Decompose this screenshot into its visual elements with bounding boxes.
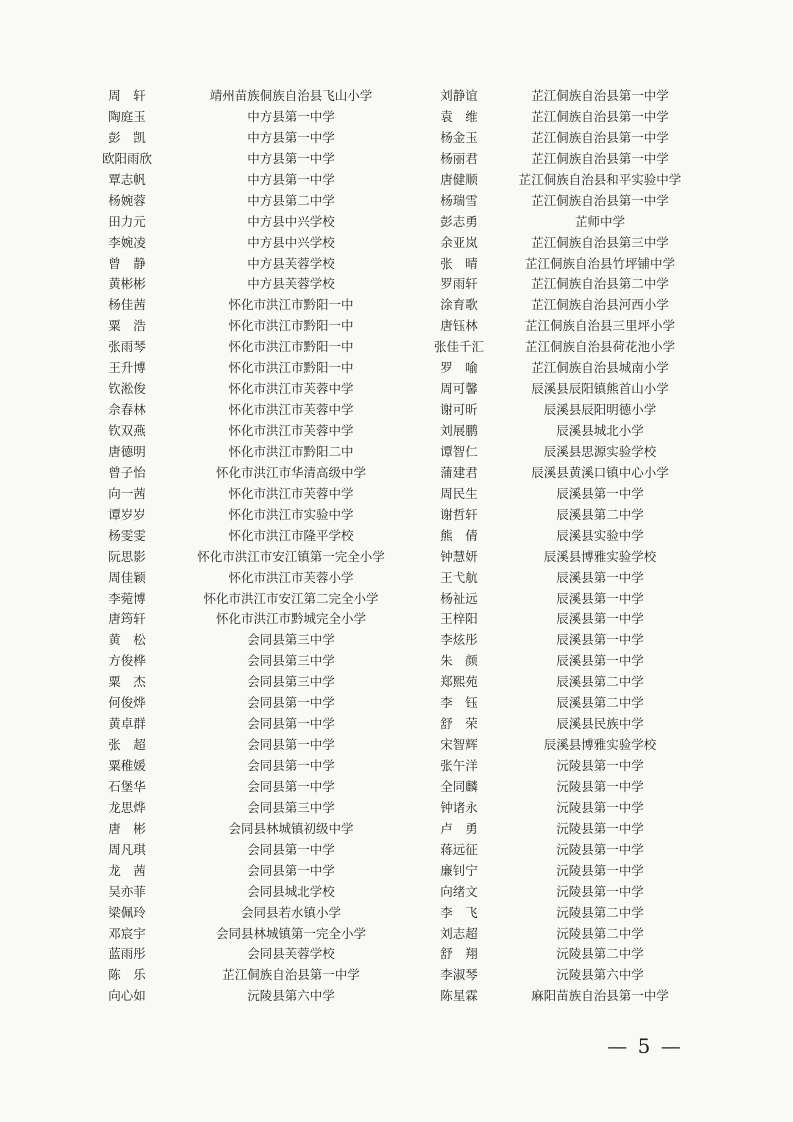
school-right: 芷江侗族自治县第三中学 bbox=[531, 234, 669, 250]
school-right: 芷师中学 bbox=[574, 213, 625, 229]
school-right: 辰溪县第一中学 bbox=[556, 611, 644, 627]
student-name-right: 谢哲轩 bbox=[440, 506, 478, 522]
list-row bbox=[0, 484, 793, 505]
student-name-left: 吴亦菲 bbox=[108, 883, 146, 899]
list-row bbox=[0, 358, 793, 379]
school-left: 中方县第一中学 bbox=[247, 108, 335, 124]
student-name-right: 全同麟 bbox=[440, 778, 478, 794]
list-row bbox=[0, 274, 793, 295]
school-right: 芷江侗族自治县三里坪小学 bbox=[524, 318, 675, 334]
student-name-left: 杨婉蓉 bbox=[108, 192, 146, 208]
student-name-left: 黄卓群 bbox=[108, 716, 146, 732]
school-right: 沅陵县第一中学 bbox=[556, 820, 644, 836]
student-name-left: 陶庭玉 bbox=[108, 108, 146, 124]
student-name-right: 唐钰林 bbox=[440, 318, 478, 334]
student-name-right: 钟诸永 bbox=[440, 799, 478, 815]
list-row bbox=[0, 526, 793, 547]
school-left: 会同县第三中学 bbox=[247, 799, 335, 815]
student-name-right: 宋智辉 bbox=[440, 737, 478, 753]
student-name-left: 陈 乐 bbox=[108, 967, 146, 983]
student-name-left: 唐筠轩 bbox=[108, 611, 146, 627]
student-name-left: 彭 凯 bbox=[108, 129, 146, 145]
school-left: 会同县第一中学 bbox=[247, 778, 335, 794]
school-left: 怀化市洪江市华清高级中学 bbox=[215, 464, 366, 480]
school-left: 怀化市洪江市安江第二完全小学 bbox=[203, 590, 379, 606]
school-right: 辰溪县辰阳镇熊首山小学 bbox=[531, 381, 669, 397]
school-right: 辰溪县第二中学 bbox=[556, 506, 644, 522]
school-left: 会同县城北学校 bbox=[247, 883, 335, 899]
list-row bbox=[0, 170, 793, 191]
school-right: 辰溪县民族中学 bbox=[556, 716, 644, 732]
school-left: 中方县第一中学 bbox=[247, 129, 335, 145]
student-name-right: 廉钊宁 bbox=[440, 862, 478, 878]
list-row bbox=[0, 254, 793, 275]
list-row bbox=[0, 798, 793, 819]
school-left: 怀化市洪江市实验中学 bbox=[228, 506, 354, 522]
list-row bbox=[0, 840, 793, 861]
student-name-left: 向一茜 bbox=[108, 485, 146, 501]
school-right: 沅陵县第一中学 bbox=[556, 799, 644, 815]
student-name-left: 方俊桦 bbox=[108, 653, 146, 669]
school-right: 沅陵县第六中学 bbox=[556, 967, 644, 983]
list-row bbox=[0, 421, 793, 442]
list-row bbox=[0, 337, 793, 358]
student-name-left: 钦淞俊 bbox=[108, 381, 146, 397]
student-name-right: 郑熙苑 bbox=[440, 674, 478, 690]
student-name-right: 张午洋 bbox=[440, 758, 478, 773]
school-left: 芷江侗族自治县第一中学 bbox=[222, 967, 360, 983]
school-left: 中方县中兴学校 bbox=[247, 234, 335, 250]
list-row bbox=[0, 400, 793, 421]
list-row bbox=[0, 128, 793, 149]
student-name-left: 杨雯雯 bbox=[108, 527, 146, 543]
list-row bbox=[0, 819, 793, 840]
list-row bbox=[0, 547, 793, 568]
list-row bbox=[0, 212, 793, 233]
student-name-right: 刘静谊 bbox=[440, 88, 478, 103]
list-row bbox=[0, 924, 793, 945]
school-right: 芷江侗族自治县第一中学 bbox=[531, 150, 669, 166]
student-name-left: 张雨琴 bbox=[108, 339, 146, 355]
list-row bbox=[0, 568, 793, 589]
student-name-right: 舒 翔 bbox=[440, 946, 478, 962]
student-name-left: 李菀博 bbox=[108, 590, 146, 606]
school-right: 沅陵县第一中学 bbox=[556, 862, 644, 878]
student-name-right: 周可馨 bbox=[440, 381, 478, 397]
student-name-right: 袁 维 bbox=[440, 108, 478, 124]
school-right: 沅陵县第一中学 bbox=[556, 758, 644, 773]
student-name-left: 张 超 bbox=[108, 737, 146, 753]
student-name-left: 龙思烨 bbox=[108, 799, 146, 815]
student-name-right: 李淑琴 bbox=[440, 967, 478, 983]
school-left: 会同县第一中学 bbox=[247, 841, 335, 857]
student-name-right: 张 晴 bbox=[440, 255, 478, 271]
list-row bbox=[0, 316, 793, 337]
school-left: 怀化市洪江市黔阳一中 bbox=[228, 360, 354, 376]
student-name-right: 罗雨轩 bbox=[440, 276, 478, 292]
list-row bbox=[0, 589, 793, 610]
list-row bbox=[0, 735, 793, 756]
list-row bbox=[0, 882, 793, 903]
school-left: 会同县第一中学 bbox=[247, 758, 335, 773]
school-left: 会同县第三中学 bbox=[247, 632, 335, 648]
school-right: 芷江侗族自治县和平实验中学 bbox=[518, 171, 682, 187]
student-name-left: 周凡琪 bbox=[108, 841, 146, 857]
student-name-left: 粟稚媛 bbox=[108, 758, 146, 773]
student-name-right: 蒲建君 bbox=[440, 464, 478, 480]
list-row bbox=[0, 86, 793, 107]
student-name-left: 阮思影 bbox=[108, 548, 146, 564]
school-right: 芷江侗族自治县第二中学 bbox=[531, 276, 669, 292]
student-name-left: 唐 彬 bbox=[108, 820, 146, 836]
student-name-left: 石堡华 bbox=[108, 778, 146, 794]
school-left: 中方县中兴学校 bbox=[247, 213, 335, 229]
student-name-left: 向心如 bbox=[108, 988, 146, 1004]
award-list bbox=[0, 86, 793, 1007]
student-name-right: 彭志勇 bbox=[440, 213, 478, 229]
school-right: 沅陵县第一中学 bbox=[556, 841, 644, 857]
school-right: 辰溪县实验中学 bbox=[556, 527, 644, 543]
school-right: 麻阳苗族自治县第一中学 bbox=[531, 988, 669, 1004]
school-right: 辰溪县第一中学 bbox=[556, 590, 644, 606]
school-right: 辰溪县第二中学 bbox=[556, 695, 644, 711]
student-name-right: 杨丽君 bbox=[440, 150, 478, 166]
school-right: 芷江侗族自治县第一中学 bbox=[531, 108, 669, 124]
list-row bbox=[0, 672, 793, 693]
school-left: 怀化市洪江市芙蓉中学 bbox=[228, 381, 354, 397]
school-left: 怀化市洪江市芙蓉中学 bbox=[228, 402, 354, 418]
student-name-right: 谢可昕 bbox=[440, 402, 478, 418]
school-left: 会同县林城镇初级中学 bbox=[228, 820, 354, 836]
student-name-right: 李炫彤 bbox=[440, 632, 478, 648]
list-row bbox=[0, 756, 793, 777]
school-left: 怀化市洪江市黔阳一中 bbox=[228, 318, 354, 334]
list-row bbox=[0, 233, 793, 254]
student-name-right: 杨祉远 bbox=[440, 590, 478, 606]
school-left: 会同县芙蓉学校 bbox=[247, 946, 335, 962]
student-name-right: 李 钰 bbox=[440, 695, 478, 711]
student-name-right: 唐健顺 bbox=[440, 171, 478, 187]
student-name-right: 余亚岚 bbox=[440, 234, 478, 250]
list-row bbox=[0, 777, 793, 798]
list-row bbox=[0, 107, 793, 128]
list-row bbox=[0, 609, 793, 630]
student-name-left: 曾子怡 bbox=[108, 464, 146, 480]
student-name-right: 蒋远征 bbox=[440, 841, 478, 857]
school-right: 芷江侗族自治县第一中学 bbox=[531, 129, 669, 145]
school-left: 会同县第一中学 bbox=[247, 862, 335, 878]
student-name-right: 向绪文 bbox=[440, 883, 478, 899]
school-left: 沅陵县第六中学 bbox=[247, 988, 335, 1004]
school-left: 会同县第一中学 bbox=[247, 695, 335, 711]
student-name-right: 卢 勇 bbox=[440, 820, 478, 836]
school-left: 中方县第一中学 bbox=[247, 150, 335, 166]
list-row bbox=[0, 630, 793, 651]
list-row bbox=[0, 379, 793, 400]
student-name-left: 周 轩 bbox=[108, 88, 146, 103]
student-name-right: 熊 倩 bbox=[440, 527, 478, 543]
list-row bbox=[0, 903, 793, 924]
student-name-left: 黄 松 bbox=[108, 632, 146, 648]
student-name-right: 陈星霖 bbox=[440, 988, 478, 1004]
list-row bbox=[0, 149, 793, 170]
student-name-right: 朱 颜 bbox=[440, 653, 478, 669]
school-right: 沅陵县第二中学 bbox=[556, 925, 644, 941]
school-left: 会同县第三中学 bbox=[247, 674, 335, 690]
student-name-right: 涂育歌 bbox=[440, 297, 478, 313]
student-name-right: 李 飞 bbox=[440, 904, 478, 920]
student-name-left: 曾 静 bbox=[108, 255, 146, 271]
school-left: 中方县第二中学 bbox=[247, 192, 335, 208]
school-right: 辰溪县第一中学 bbox=[556, 653, 644, 669]
school-right: 芷江侗族自治县荷花池小学 bbox=[524, 339, 675, 355]
student-name-left: 周佳颖 bbox=[108, 569, 146, 585]
school-right: 辰溪县第一中学 bbox=[556, 632, 644, 648]
list-row bbox=[0, 693, 793, 714]
school-right: 沅陵县第一中学 bbox=[556, 778, 644, 794]
student-name-right: 刘展鹏 bbox=[440, 423, 478, 438]
school-right: 辰溪县博雅实验学校 bbox=[543, 548, 657, 564]
school-left: 怀化市洪江市黔城完全小学 bbox=[215, 611, 366, 627]
school-left: 怀化市洪江市黔阳二中 bbox=[228, 443, 354, 459]
school-right: 辰溪县博雅实验学校 bbox=[543, 737, 657, 753]
student-name-right: 刘志超 bbox=[440, 925, 478, 941]
list-row bbox=[0, 651, 793, 672]
student-name-right: 杨瑞雪 bbox=[440, 192, 478, 208]
school-left: 怀化市洪江市芙蓉中学 bbox=[228, 423, 354, 438]
school-right: 芷江侗族自治县城南小学 bbox=[531, 360, 669, 376]
school-left: 怀化市洪江市黔阳一中 bbox=[228, 297, 354, 313]
student-name-left: 王升博 bbox=[108, 360, 146, 376]
school-left: 中方县第一中学 bbox=[247, 171, 335, 187]
school-left: 怀化市洪江市芙蓉中学 bbox=[228, 485, 354, 501]
student-name-right: 谭智仁 bbox=[440, 443, 478, 459]
student-name-left: 田力元 bbox=[108, 213, 146, 229]
list-row bbox=[0, 714, 793, 735]
list-row bbox=[0, 986, 793, 1007]
school-left: 怀化市洪江市隆平学校 bbox=[228, 527, 354, 543]
school-left: 会同县第三中学 bbox=[247, 653, 335, 669]
student-name-right: 王弋航 bbox=[440, 569, 478, 585]
school-right: 辰溪县辰阳明德小学 bbox=[543, 402, 657, 418]
student-name-left: 谭岁岁 bbox=[108, 506, 146, 522]
school-right: 沅陵县第二中学 bbox=[556, 946, 644, 962]
school-right: 辰溪县黄溪口镇中心小学 bbox=[531, 464, 669, 480]
school-right: 辰溪县城北小学 bbox=[556, 423, 644, 438]
student-name-right: 周民生 bbox=[440, 485, 478, 501]
school-left: 怀化市洪江市黔阳一中 bbox=[228, 339, 354, 355]
student-name-left: 邓宸宇 bbox=[108, 925, 146, 941]
student-name-left: 欧阳雨欣 bbox=[101, 150, 152, 166]
school-right: 辰溪县第一中学 bbox=[556, 569, 644, 585]
student-name-left: 粟 杰 bbox=[108, 674, 146, 690]
list-row bbox=[0, 944, 793, 965]
student-name-right: 王梓阳 bbox=[440, 611, 478, 627]
student-name-right: 罗 喻 bbox=[440, 360, 478, 376]
school-right: 辰溪县第一中学 bbox=[556, 485, 644, 501]
student-name-left: 龙 茜 bbox=[108, 862, 146, 878]
school-right: 芷江侗族自治县河西小学 bbox=[531, 297, 669, 313]
school-left: 会同县第一中学 bbox=[247, 737, 335, 753]
school-right: 芷江侗族自治县第一中学 bbox=[531, 88, 669, 103]
page-number: — 5 — bbox=[607, 1034, 683, 1058]
student-name-left: 李婉凌 bbox=[108, 234, 146, 250]
school-left: 怀化市洪江市芙蓉小学 bbox=[228, 569, 354, 585]
student-name-left: 唐德明 bbox=[108, 443, 146, 459]
school-right: 辰溪县第二中学 bbox=[556, 674, 644, 690]
student-name-left: 钦双燕 bbox=[108, 423, 146, 438]
student-name-right: 钟慧妍 bbox=[440, 548, 478, 564]
student-name-left: 佘春林 bbox=[108, 402, 146, 418]
list-row bbox=[0, 861, 793, 882]
student-name-left: 杨佳茜 bbox=[108, 297, 146, 313]
school-right: 芷江侗族自治县竹坪铺中学 bbox=[524, 255, 675, 271]
student-name-left: 梁佩玲 bbox=[108, 904, 146, 920]
school-right: 芷江侗族自治县第一中学 bbox=[531, 192, 669, 208]
school-right: 沅陵县第二中学 bbox=[556, 904, 644, 920]
school-left: 怀化市洪江市安江镇第一完全小学 bbox=[197, 548, 385, 564]
school-left: 会同县第一中学 bbox=[247, 716, 335, 732]
list-row bbox=[0, 442, 793, 463]
school-left: 会同县林城镇第一完全小学 bbox=[215, 925, 366, 941]
school-right: 沅陵县第一中学 bbox=[556, 883, 644, 899]
list-row bbox=[0, 463, 793, 484]
school-right: 辰溪县思源实验学校 bbox=[543, 443, 657, 459]
student-name-left: 黄彬彬 bbox=[108, 276, 146, 292]
list-row bbox=[0, 295, 793, 316]
student-name-left: 覃志帆 bbox=[108, 171, 146, 187]
school-left: 靖州苗族侗族自治县飞山小学 bbox=[209, 88, 373, 103]
school-left: 会同县若水镇小学 bbox=[240, 904, 341, 920]
student-name-left: 粟 浩 bbox=[108, 318, 146, 334]
student-name-left: 何俊烨 bbox=[108, 695, 146, 711]
student-name-right: 张佳千汇 bbox=[433, 339, 484, 355]
list-row bbox=[0, 505, 793, 526]
student-name-right: 杨金玉 bbox=[440, 129, 478, 145]
student-name-left: 蓝雨彤 bbox=[108, 946, 146, 962]
student-name-right: 舒 荣 bbox=[440, 716, 478, 732]
school-left: 中方县芙蓉学校 bbox=[247, 276, 335, 292]
school-left: 中方县芙蓉学校 bbox=[247, 255, 335, 271]
list-row bbox=[0, 191, 793, 212]
list-row bbox=[0, 965, 793, 986]
